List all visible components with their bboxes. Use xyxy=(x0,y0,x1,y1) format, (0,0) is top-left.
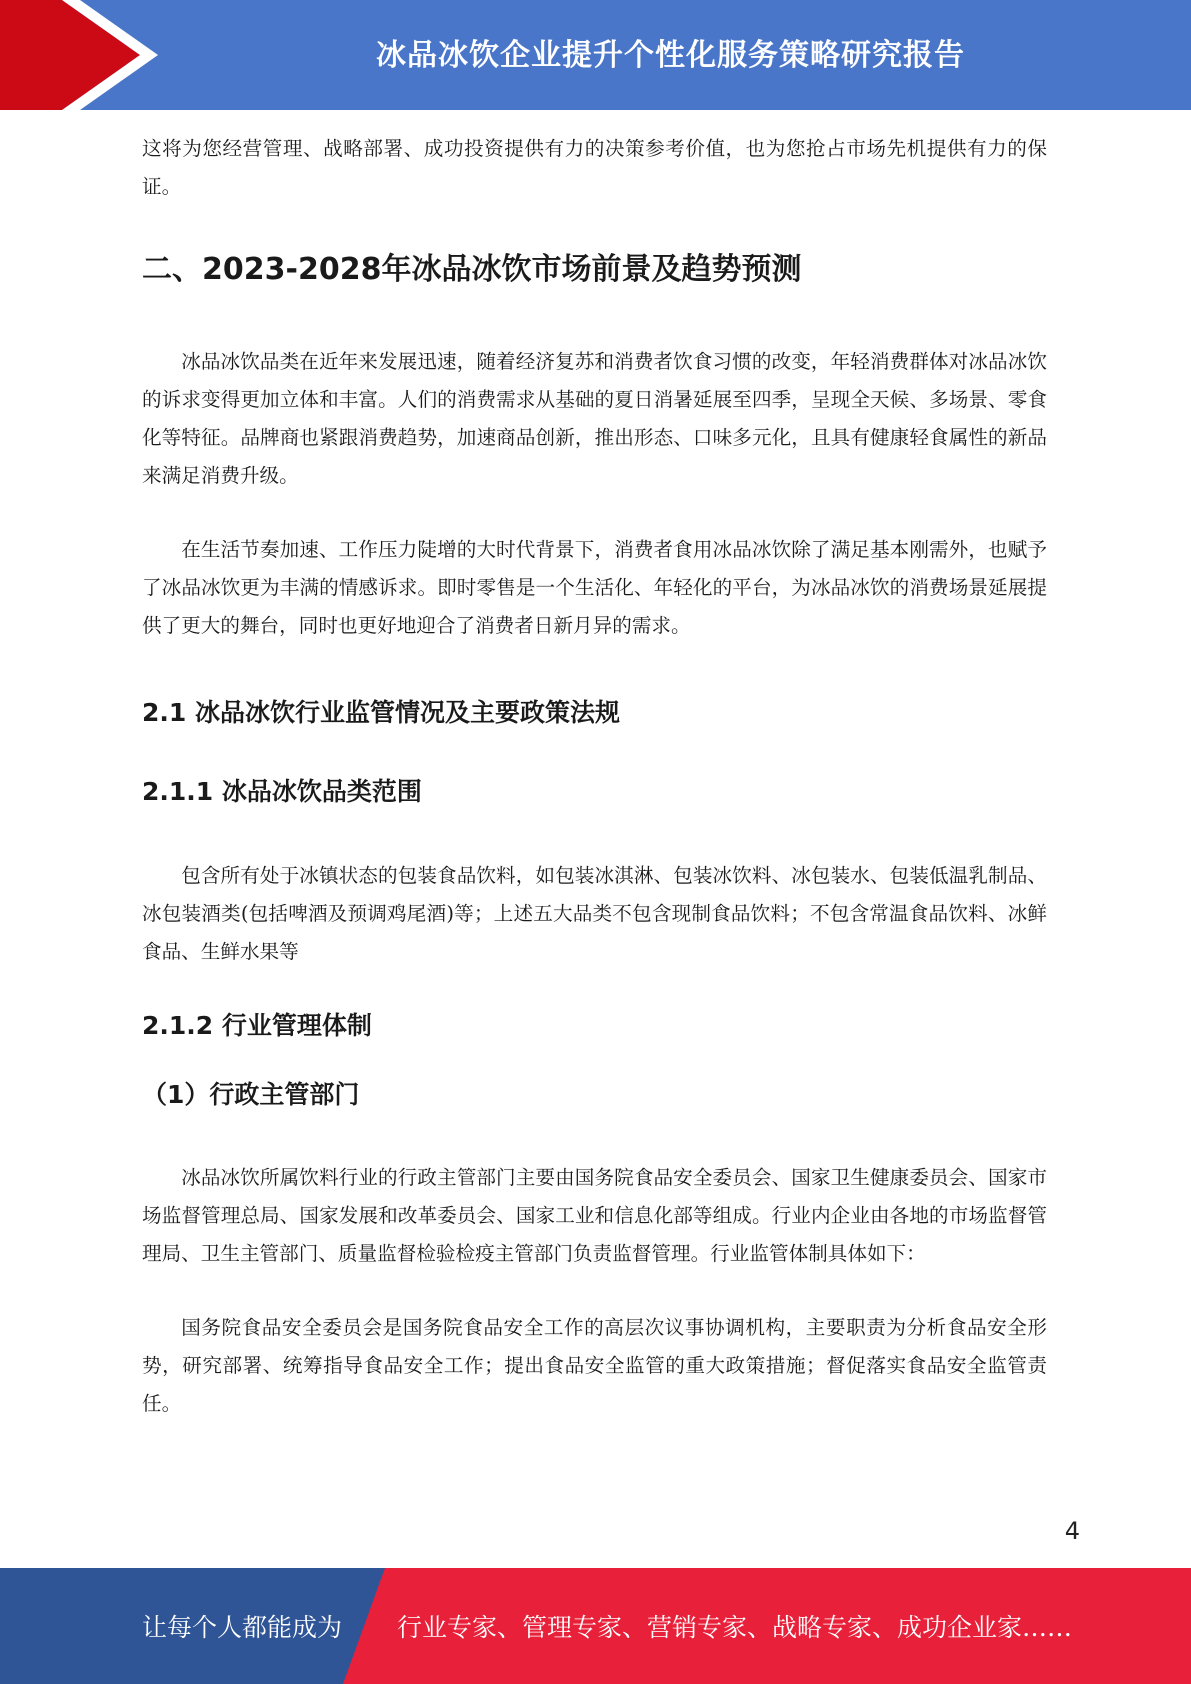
subsection-1-heading: （1）行政主管部门 xyxy=(142,1080,360,1109)
subsection-1-paragraph-1: 冰品冰饮所属饮料行业的行政主管部门主要由国务院食品安全委员会、国家卫生健康委员会、国家市场监督管理总局、国家发展和改革委员会、国家工业和信息化部等组成。行业内企业由各地的市场监督管理局、卫生主管部门、质量监督检验检疫主管部门负责监督管理。行业监管体制具体如下： xyxy=(142,1166,1047,1265)
section-2-1-1-paragraph: 包含所有处于冰镇状态的包装食品饮料，如包装冰淇淋、包装冰饮料、冰包装水、包装低温乳制品、冰包装酒类(包括啤酒及预调鸡尾酒)等；上述五大品类不包含现制食品饮料；不包含常温食品饮料、冰鲜食品、生鲜水果等 xyxy=(142,864,1047,963)
section-2-1-2-heading: 2.1.2 行业管理体制 xyxy=(142,1011,372,1040)
page-header xyxy=(0,0,1191,110)
section-2-1-heading: 2.1 冰品冰饮行业监管情况及主要政策法规 xyxy=(142,698,620,727)
footer-slogan-right: 行业专家、管理专家、营销专家、战略专家、成功企业家…… xyxy=(397,1613,1073,1642)
document-body xyxy=(142,130,1047,1423)
subsection-1-paragraph-2: 国务院食品安全委员会是国务院食品安全工作的高层次议事协调机构，主要职责为分析食品安全形势，研究部署、统筹指导食品安全工作；提出食品安全监管的重大政策措施；督促落实食品安全监管责任。 xyxy=(142,1316,1047,1415)
intro-paragraph: 这将为您经营管理、战略部署、成功投资提供有力的决策参考价值，也为您抢占市场先机提供有力的保证。 xyxy=(142,137,1047,198)
section-2-1-1-heading: 2.1.1 冰品冰饮品类范围 xyxy=(142,777,422,806)
footer-slogan-left: 让每个人都能成为 xyxy=(142,1613,343,1642)
report-title: 冰品冰饮企业提升个性化服务策略研究报告 xyxy=(376,38,965,73)
header-chevron-icon xyxy=(0,0,160,110)
page-footer xyxy=(0,1568,1191,1684)
section-2-paragraph-1: 冰品冰饮品类在近年来发展迅速，随着经济复苏和消费者饮食习惯的改变，年轻消费群体对冰品冰饮的诉求变得更加立体和丰富。人们的消费需求从基础的夏日消暑延展至四季，呈现全天候、多场景、零食化等特征。品牌商也紧跟消费趋势，加速商品创新，推出形态、口味多元化，且具有健康轻食属性的新品来满足消费升级。 xyxy=(142,350,1047,487)
section-2-paragraph-2: 在生活节奏加速、工作压力陡增的大时代背景下，消费者食用冰品冰饮除了满足基本刚需外，也赋予了冰品冰饮更为丰满的情感诉求。即时零售是一个生活化、年轻化的平台，为冰品冰饮的消费场景延展提供了更大的舞台，同时也更好地迎合了消费者日新月异的需求。 xyxy=(142,538,1047,637)
page-number: 4 xyxy=(1064,1517,1080,1545)
section-2-heading: 二、2023-2028年冰品冰饮市场前景及趋势预测 xyxy=(142,252,802,287)
